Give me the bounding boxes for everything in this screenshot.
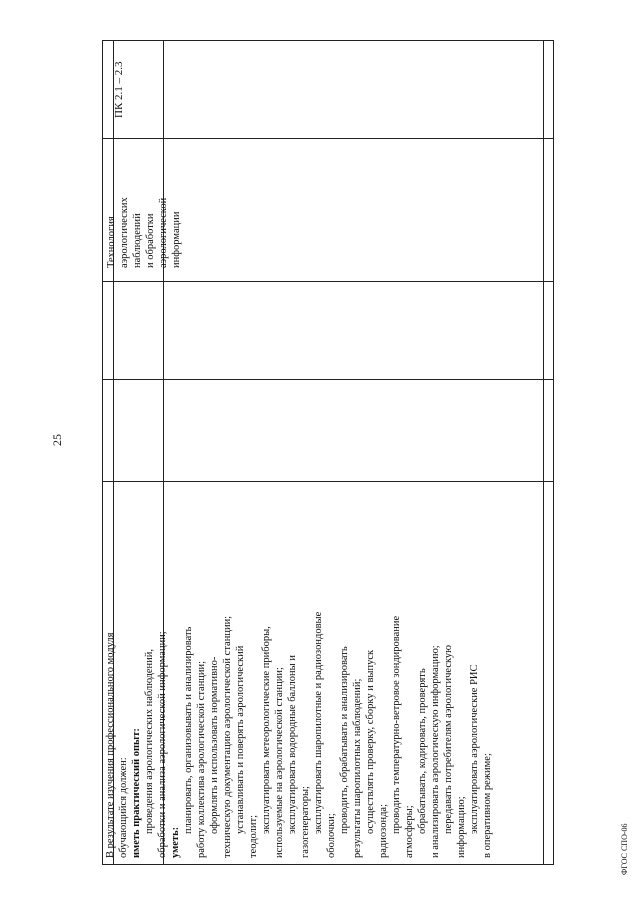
content-text-line: результаты шаропилотных наблюдений; [352, 678, 363, 858]
content-text-line: проведения аэрологических наблюдений, [144, 648, 155, 834]
table-row-divider [103, 281, 553, 282]
content-text-line: устанавливать и поверять аэрологический [235, 645, 246, 834]
content-text-line: В результате изучения профессионального модуля [105, 632, 116, 858]
content-text-line: оформлять и использовать нормативно- [209, 656, 220, 834]
content-text-line: эксплуатировать водородные баллоны и [287, 655, 298, 834]
table-row-divider [103, 379, 553, 380]
content-heading-line: иметь практический опыт: [131, 728, 142, 858]
content-text-line: газогенераторы; [300, 786, 311, 858]
page-number: 25 [50, 434, 64, 446]
content-text-line: работу коллектива аэрологической станции; [196, 660, 207, 858]
mdk-title-line: аэрологических [119, 197, 130, 268]
content-text-line: атмосферы; [404, 805, 415, 858]
content-text-line: в оперативном режиме; [482, 753, 493, 858]
competency-code-cell: ПК 2.1 – 2.3 [113, 61, 125, 118]
table-column-divider [543, 41, 544, 864]
content-text-line: теодолит; [248, 814, 259, 858]
content-text-line: эксплуатировать метеорологические приборы, [261, 626, 272, 834]
table-row-divider [103, 138, 553, 139]
content-text-line: оболочки; [326, 813, 337, 858]
content-text-line: проводить, обрабатывать и анализировать [339, 646, 350, 834]
mdk-title-line: Технология [106, 216, 117, 268]
content-text-line: и анализировать аэрологическую информацию; [430, 645, 441, 858]
mdk-title-line: аэрологической [158, 197, 169, 268]
content-text-line: обработки и анализа аэрологической информации; [157, 631, 168, 858]
content-text-line: передавать потребителям аэрологическую [443, 644, 454, 834]
mdk-title-line: наблюдений [132, 213, 143, 268]
content-text-line: проводить температурно-ветровое зондирование [391, 615, 402, 834]
content-text-line: радиозонда; [378, 804, 389, 858]
content-text-line: эксплуатировать шаропилотные и радиозондовые [313, 611, 324, 834]
footer-document-code: ФГОС СПО-06 [620, 823, 629, 875]
table-row-divider [103, 481, 553, 482]
module-content-cell [104, 503, 494, 858]
content-text-line: осуществлять проверку, сборку и выпуск [365, 649, 376, 834]
mdk-title-line: информации [171, 211, 182, 268]
content-text-line: используемые на аэрологической станции; [274, 667, 285, 858]
content-text-line: обрабатывать, кодировать, проверять [417, 668, 428, 834]
mdk-title-cell [105, 158, 183, 268]
content-text-line: информацию; [456, 796, 467, 858]
content-text-line: техническую документацию аэрологической станции; [222, 615, 233, 858]
content-text-line: эксплуатировать аэрологические РИС [469, 664, 480, 834]
content-text-line: планировать, организовывать и анализировать [183, 626, 194, 834]
content-heading-line: уметь: [170, 826, 181, 858]
mdk-title-line: и обработки [145, 213, 156, 268]
content-text-line: обучающийся должен: [118, 757, 129, 858]
